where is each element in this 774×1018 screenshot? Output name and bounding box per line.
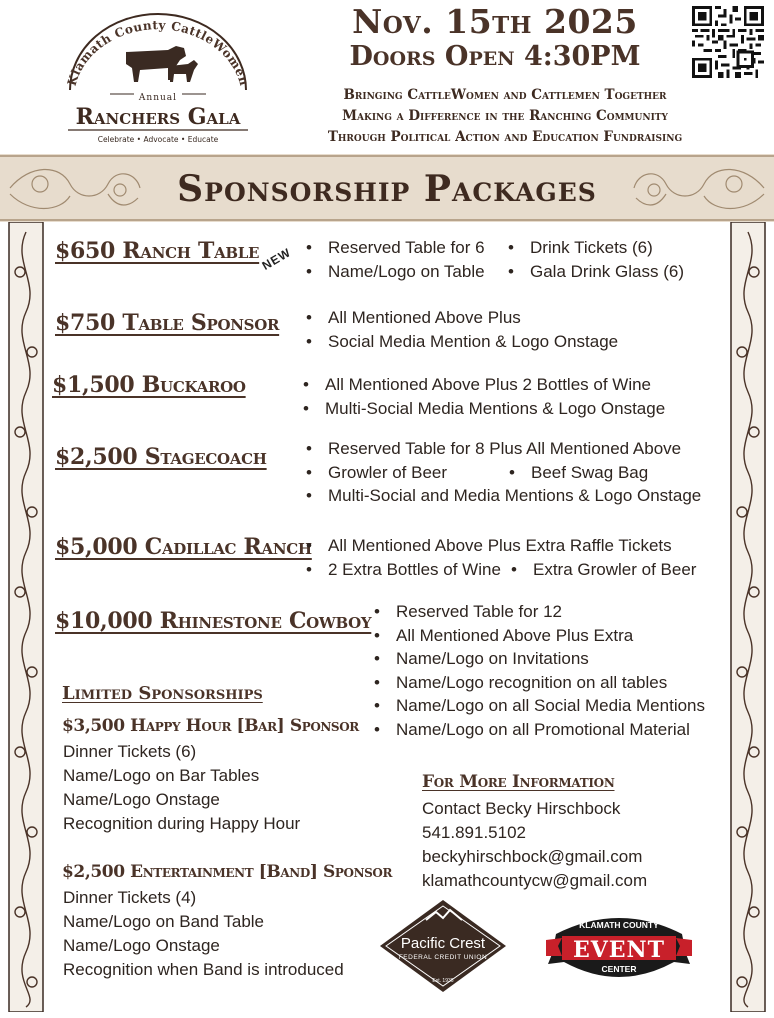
- package-title-rhinestone-cowboy: $10,000 Rhinestone Cowboy: [55, 608, 372, 634]
- limited-title-entertainment: $2,500 Entertainment [Band] Sponsor: [62, 862, 393, 882]
- package-title-buckaroo: $1,500 Buckaroo: [52, 372, 246, 398]
- limited-sponsorships-heading: Limited Sponsorships: [62, 683, 263, 704]
- doors-open-time: Doors Open 4:30PM: [349, 41, 641, 72]
- limited-list-happy-hour: [63, 740, 300, 836]
- list-item: • Growler of Beer: [306, 461, 701, 485]
- list-item: Name/Logo Onstage: [63, 936, 220, 955]
- list-item: • Name/Logo recognition on all tables: [374, 671, 705, 695]
- list-item: Name/Logo on Bar Tables: [63, 766, 260, 785]
- ranchers-gala-logo: [48, 6, 268, 148]
- list-item: • Multi-Social Media Mentions & Logo Onstage: [303, 397, 665, 421]
- banner-title: Sponsorship Packages: [177, 168, 597, 210]
- package-title-ranch-table: $650 Ranch Table: [55, 238, 260, 264]
- tagline-line-1: Bringing CattleWomen and Cattlemen Together: [343, 87, 667, 103]
- contact-phone[interactable]: 541.891.5102: [422, 823, 526, 842]
- list-item: • Extra Growler of Beer: [511, 558, 696, 582]
- event-center-main: Event: [572, 937, 666, 963]
- logo-title: Ranchers Gala: [75, 104, 241, 130]
- list-item: • Name/Logo on Invitations: [374, 647, 705, 671]
- list-item: Name/Logo Onstage: [63, 790, 220, 809]
- list-item: • Reserved Table for 8 Plus All Mentioned Above: [306, 437, 701, 461]
- package-bullets-ranch-table-col2: [508, 236, 684, 283]
- list-item: • Beef Swag Bag: [509, 461, 648, 485]
- list-item: • Multi-Social and Media Mentions & Logo Onstage: [306, 484, 701, 508]
- list-item: • All Mentioned Above Plus 2 Bottles of Wine: [303, 373, 665, 397]
- list-item: Recognition during Happy Hour: [63, 814, 301, 833]
- list-item: • Social Media Mention & Logo Onstage: [306, 330, 618, 354]
- contact-email-klamath[interactable]: klamathcountycw@gmail.com: [422, 871, 648, 890]
- left-scroll-border: [8, 222, 44, 1012]
- list-item: • 2 Extra Bottles of Wine: [306, 558, 672, 582]
- list-item: • Drink Tickets (6): [508, 236, 684, 260]
- list-item: Dinner Tickets (4): [63, 888, 197, 907]
- list-item: • Gala Drink Glass (6): [508, 260, 684, 284]
- list-item: • Name/Logo on all Social Media Mentions: [374, 694, 705, 718]
- pacific-name: Pacific Crest: [400, 935, 486, 952]
- limited-list-entertainment: [63, 886, 344, 982]
- logo-arc-text: Klamath County CattleWomen: [64, 18, 252, 88]
- package-bullets-rhinestone-cowboy: [374, 600, 705, 741]
- list-item: • Reserved Table for 12: [374, 600, 705, 624]
- new-badge: NEW: [259, 245, 294, 273]
- logo-motto: Celebrate • Advocate • Educate: [97, 135, 219, 144]
- list-item: • All Mentioned Above Plus Extra: [374, 624, 705, 648]
- list-item: • All Mentioned Above Plus Extra Raffle Tickets: [306, 534, 672, 558]
- list-item: Recognition when Band is introduced: [63, 960, 344, 979]
- contact-name: Contact Becky Hirschbock: [422, 799, 621, 818]
- cow-icon: [126, 46, 198, 82]
- package-bullets-ranch-table: [306, 236, 485, 283]
- qr-code[interactable]: [692, 6, 764, 78]
- list-item: • All Mentioned Above Plus: [306, 306, 618, 330]
- limited-title-happy-hour: $3,500 Happy Hour [Bar] Sponsor: [62, 716, 359, 736]
- package-bullets-table-sponsor: [306, 306, 618, 353]
- list-item: Dinner Tickets (6): [63, 742, 197, 761]
- tagline-line-2: Making a Difference in the Ranching Community: [342, 108, 668, 124]
- list-item: • Name/Logo on Table: [306, 260, 485, 284]
- list-item: • Reserved Table for 6: [306, 236, 485, 260]
- package-title-stagecoach: $2,500 Stagecoach: [55, 444, 267, 470]
- contact-email-becky[interactable]: beckyhirschbock@gmail.com: [422, 847, 643, 866]
- event-center-top: Klamath County: [579, 920, 659, 930]
- event-center-logo: [544, 906, 694, 986]
- event-center-bottom: Center: [601, 964, 637, 974]
- package-bullets-cadillac-ranch-col2: [511, 558, 696, 582]
- pacific-crest-logo: [378, 898, 508, 994]
- event-date: Nov. 15th 2025: [352, 2, 638, 41]
- logo-annual: Annual: [138, 93, 178, 103]
- package-bullets-buckaroo: [303, 373, 665, 420]
- list-item: Name/Logo on Band Table: [63, 912, 265, 931]
- package-bullets-stagecoach-col2: [509, 461, 648, 485]
- package-title-cadillac-ranch: $5,000 Cadillac Ranch: [55, 534, 312, 560]
- contact-heading: For More Information: [422, 772, 615, 792]
- right-scroll-border: [730, 222, 766, 1012]
- pacific-est: Est. 1936: [432, 978, 454, 984]
- tagline-line-3: Through Political Action and Education Fundraising: [327, 129, 683, 145]
- list-item: • Name/Logo on all Promotional Material: [374, 718, 705, 742]
- pacific-sub: Federal Credit Union: [398, 954, 488, 961]
- contact-info: [422, 797, 647, 893]
- package-title-table-sponsor: $750 Table Sponsor: [55, 310, 280, 336]
